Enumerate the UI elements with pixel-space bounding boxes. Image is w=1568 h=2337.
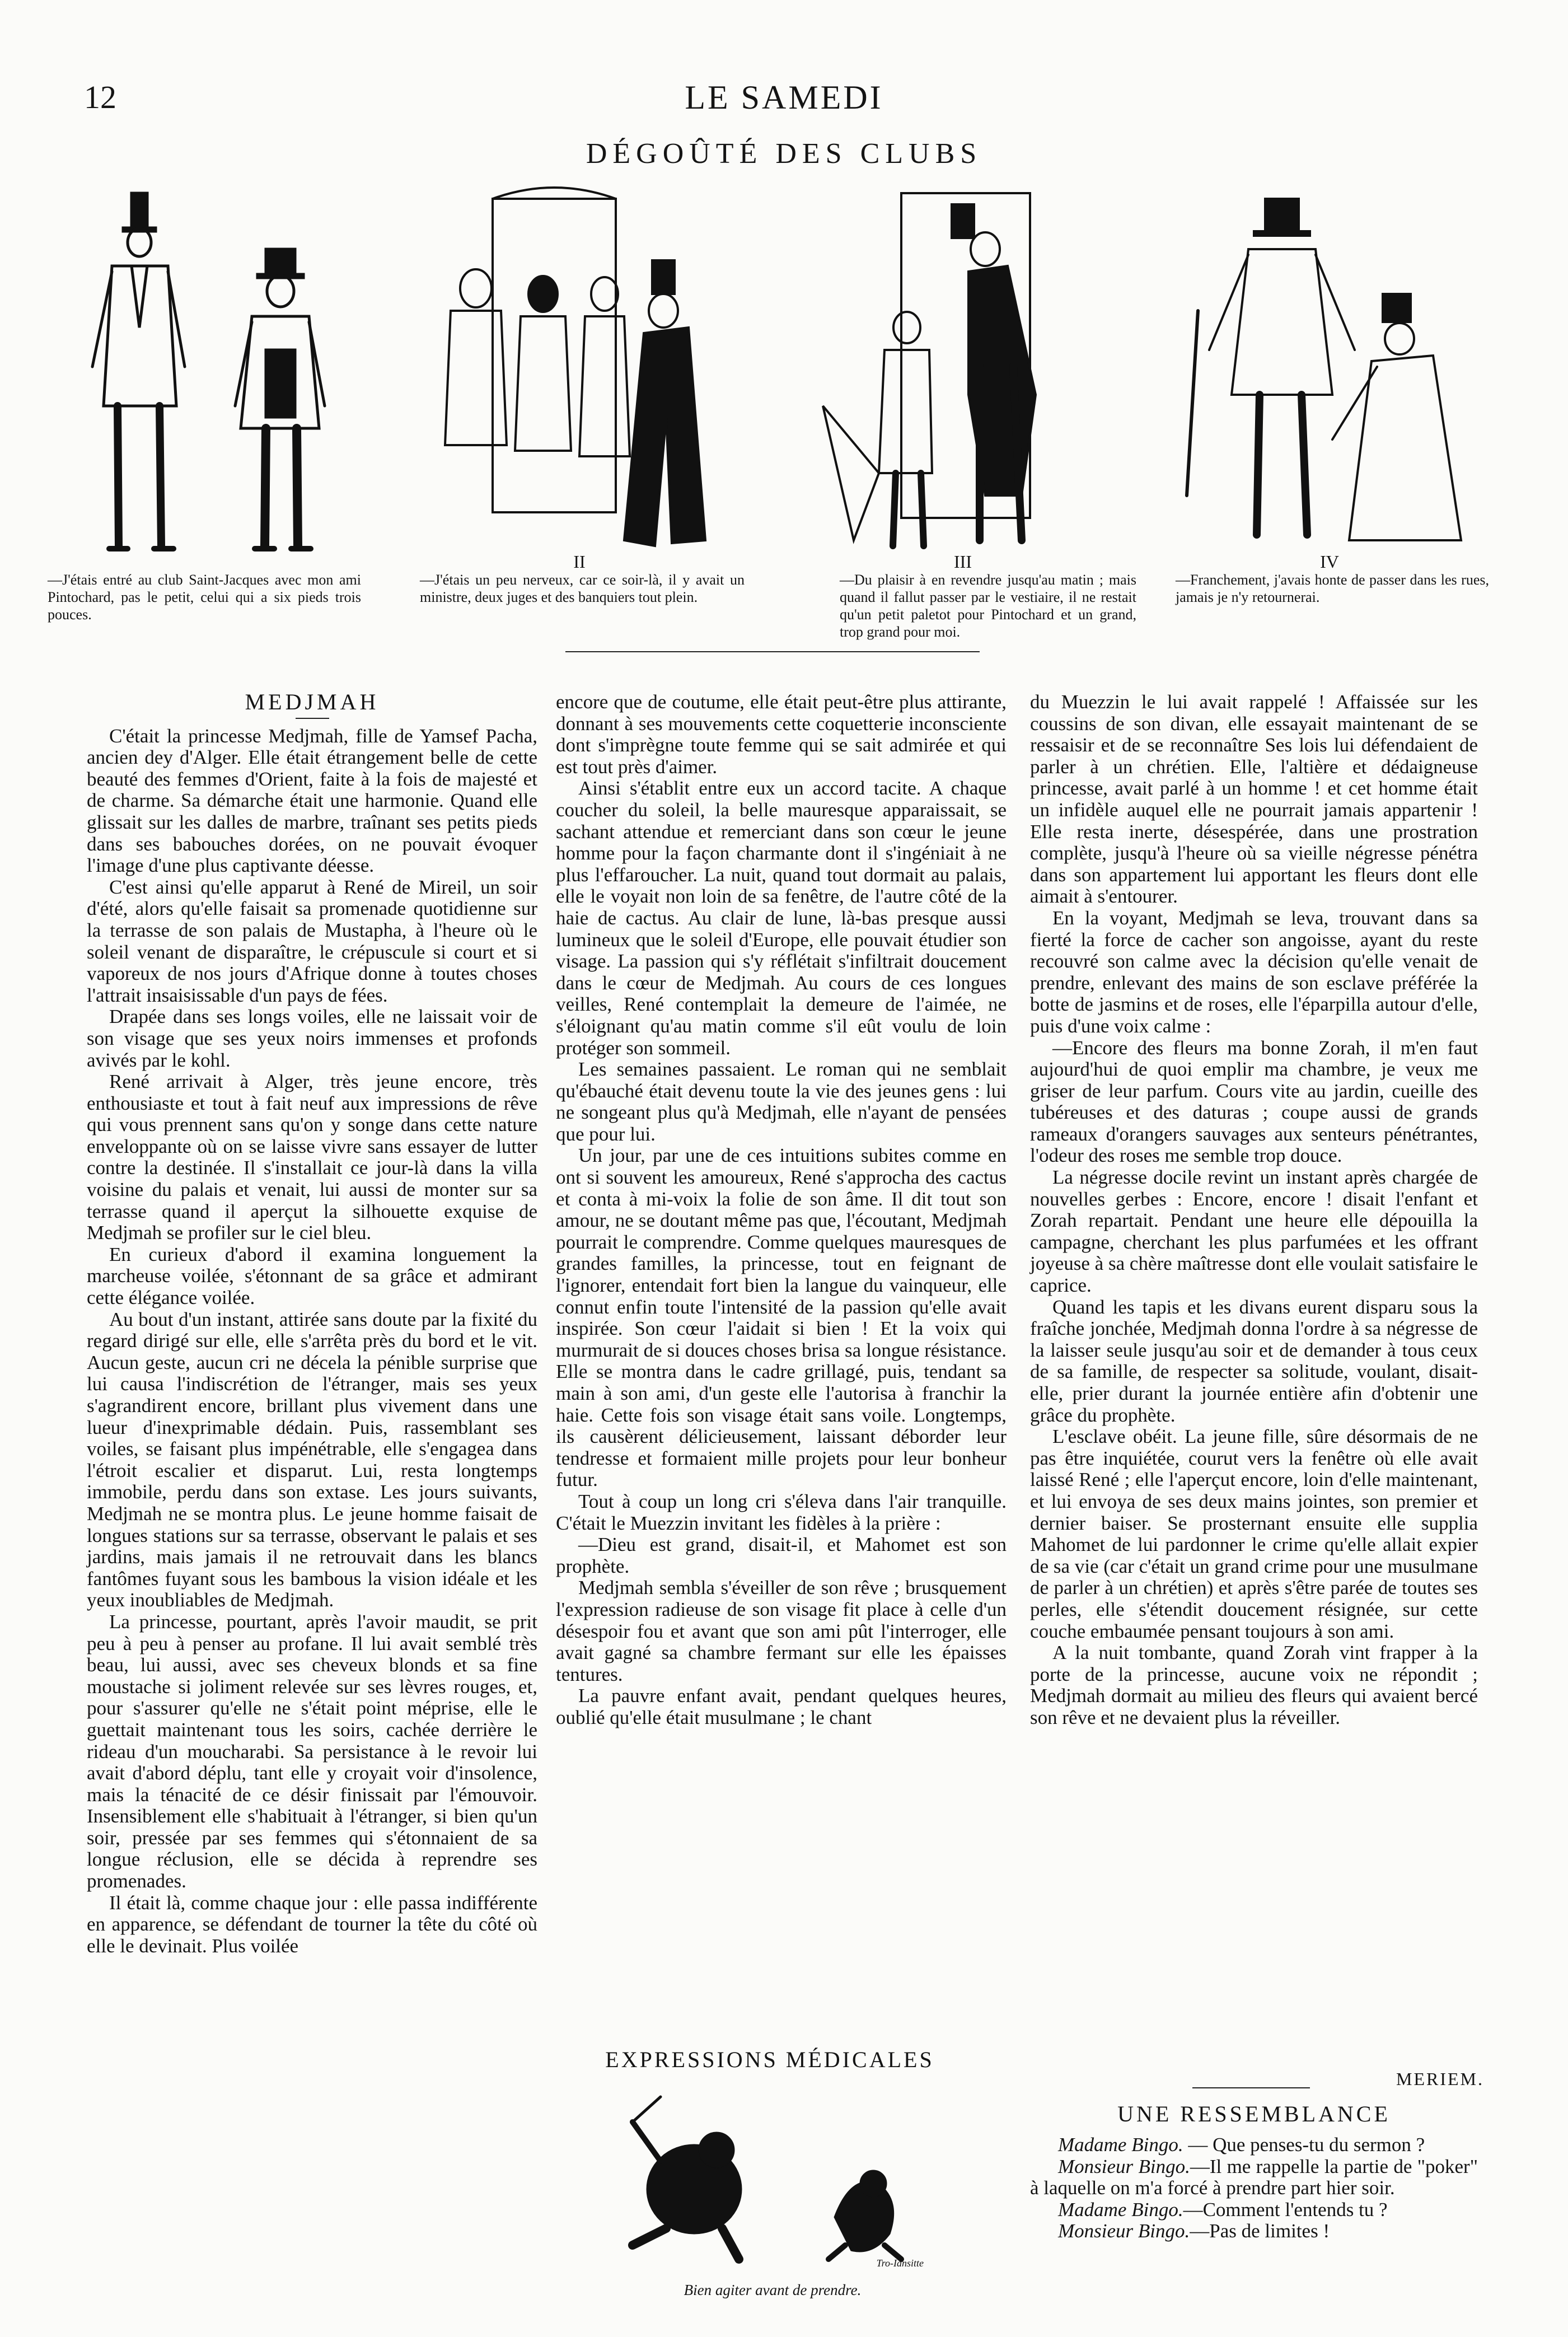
cartoon-2-title: EXPRESSIONS MÉDICALES xyxy=(605,2047,934,2072)
paragraph: C'est ainsi qu'elle apparut à René de Mireil, un soir d'été, alors qu'elle faisait sa promenade quotidienne sur la terrasse de son palais de Mustapha, à l'heure où le soleil venant de disparaître, le crépuscule si court et si vaporeux de nos jours d'Afrique donne à toutes choses l'attrait insaisissable d'un pays de fées. xyxy=(87,876,537,1006)
paragraph: du Muezzin le lui avait rappelé ! Affaissée sur les coussins de son divan, elle essayait maintenant de se ressaisir et de se reconnaître Ses lois lui défendaient de parler à un chrétien. Elle, l'altière et dédaigneuse princesse, avait parlé à un homme ! et cet homme était un infidèle auquel elle ne pourrait jamais appartenir ! Elle resta inerte, désespérée, dans une prostration complète, jusqu'à l'heure où sa vieille négresse pénétra dans son appartement lui apportant les fleurs dont elle aimait à s'entourer. xyxy=(1030,691,1478,908)
article-column-1 xyxy=(87,691,537,1957)
line-text: —Pas de limites ! xyxy=(1190,2220,1330,2242)
paragraph: Tout à coup un long cri s'éleva dans l'air tranquille. C'était le Muezzin invitant les fidèles à la prière : xyxy=(556,1490,1007,1534)
paragraph: Medjmah sembla s'éveiller de son rêve ; brusquement l'expression radieuse de son visage fit place à celle d'un désespoir fou et avant que son ami pût l'interroger, elle avait gagné sa chambre fermant sur elle les épaisses tentures. xyxy=(556,1577,1007,1685)
speaker: Madame Bingo. xyxy=(1058,2134,1183,2156)
paragraph: —Encore des fleurs ma bonne Zorah, il m'en faut aujourd'hui de quoi emplir ma chambre, je veux me griser de leur parfum. Cours vite au jardin, cueille des tubéreuses et des daturas ; coupe aussi de grands rameaux d'orangers sauvages aux senteurs pénétrantes, l'odeur des roses me semble trop douce. xyxy=(1030,1036,1478,1167)
speaker: Monsieur Bingo. xyxy=(1058,2220,1190,2242)
cartoon-2-illustration xyxy=(610,2088,935,2273)
artist-signature: Tro-Iansitte xyxy=(876,2257,924,2269)
line-text: —Il me rappelle la partie de "poker" à laquelle on m'a forcé à prendre part hier soir. xyxy=(1030,2155,1478,2199)
dialogue-line xyxy=(1030,2134,1478,2156)
dialogue-line xyxy=(1030,2221,1478,2242)
speaker: Monsieur Bingo. xyxy=(1058,2155,1190,2177)
paragraph: Ainsi s'établit entre eux un accord tacite. A chaque coucher du soleil, la belle mauresque apparaissait, se sachant attendue et remerciant dans son cœur le jeune homme pour la façon charmante dont il s'ingéniait à ne plus l'effaroucher. La nuit, quand tout dormait au palais, elle le voyait non loin de sa fenêtre, de l'autre côté de la haie de cactus. Au clair de lune, là-bas presque aussi lumineux que le soleil d'Europe, elle pouvait étudier son visage. La passion qui s'y réflétait s'infiltrait doucement dans le cœur de Medjmah. Au cours de ces longues veilles, René contemplait la demeure de l'aimée, ne s'éloignant qu'au matin comme s'il eût voulu de loin protéger son sommeil. xyxy=(556,777,1007,1059)
joke-title: UNE RESSEMBLANCE xyxy=(1117,2101,1391,2126)
author-signature: MERIEM. xyxy=(1396,2069,1484,2089)
paragraph: A la nuit tombante, quand Zorah vint frapper à la porte de la princesse, aucune voix ne répondit ; Medjmah dormait au milieu des fleurs qui avaient bercé son rêve et ne devaient plus la réveiller. xyxy=(1030,1642,1478,1728)
line-text: — Que penses-tu du sermon ? xyxy=(1183,2134,1425,2156)
section-divider-short xyxy=(1192,2087,1310,2088)
dialogue-line xyxy=(1030,2199,1478,2221)
dialogue-line xyxy=(1030,2156,1478,2199)
paragraph: Drapée dans ses longs voiles, elle ne laissait voir de son visage que ses yeux noirs immenses et profonds avivés par le kohl. xyxy=(87,1006,537,1071)
title-rule xyxy=(296,718,329,719)
cartoon-panel-4 xyxy=(1164,182,1495,568)
paragraph: C'était la princesse Medjmah, fille de Yamsef Pacha, ancien dey d'Alger. Elle était étrangement belle de cette beauté des femmes d'Orient, faite à la fois de majesté et de charme. Sa démarche était une harmonie. Quand elle glissait sur les dalles de marbre, traînant ses petits pieds dans ses babouches dorées, on ne pouvait évoquer l'image d'une plus captivante déesse. xyxy=(87,725,537,877)
running-title: LE SAMEDI xyxy=(685,79,883,116)
panel-4-number: IV xyxy=(1320,551,1339,572)
paragraph: —Dieu est grand, disait-il, et Mahomet est son prophète. xyxy=(556,1534,1007,1577)
line-text: —Comment l'entends tu ? xyxy=(1183,2198,1388,2221)
panel-2-illustration xyxy=(409,182,750,568)
paragraph: La princesse, pourtant, après l'avoir maudit, se prit peu à peu à penser au profane. Il lui avait semblé très beau, lui aussi, avec ses cheveux blonds et sa fine moustache si joliment relevée sur ses lèvres rouges, et, pour s'assurer qu'elle ne s'était point méprise, elle le guettait maintenant tous les soirs, cachée derrière le rideau d'un moucharabi. Sa persistance à le revoir lui avait d'abord déplu, tant elle y croyait voir d'insolence, mais la ténacité de ce désir finissait par l'émouvoir. Insensiblement elle s'habituait à l'étranger, si bien qu'un soir, pressée par ses femmes qui s'étonnaient de sa longue réclusion, elle se décida à reprendre ses promenades. xyxy=(87,1610,537,1892)
speaker: Madame Bingo. xyxy=(1058,2198,1183,2221)
panel-1-illustration xyxy=(78,182,375,568)
cartoon-panel-3 xyxy=(801,182,1125,568)
panel-4-caption: —Franchement, j'avais honte de passer dans les rues, jamais je n'y retournerai. xyxy=(1176,572,1489,605)
page-number: 12 xyxy=(84,79,116,115)
cartoon-title: DÉGOÛTÉ DES CLUBS xyxy=(586,138,982,170)
panel-3-caption: —Du plaisir à en revendre jusqu'au matin ; mais quand il fallut passer par le vestiaire, il ne restait qu'un petit paletot pour Pintochard et un grand, trop grand pour moi. xyxy=(840,572,1136,640)
paragraph: Au bout d'un instant, attirée sans doute par la fixité du regard dirigé sur elle, elle s'arrêta près du bord et le vit. Aucun geste, aucun cri ne décela la pénible surprise que lui causa l'indiscrétion de l'étranger, mais ses yeux s'agrandirent encore, brillant plus vivement dans une lueur d'inexprimable dédain. Puis, rassemblant ses voiles, se faisant plus impénétrable, elle s'engagea dans l'étroit escalier et disparut. Lui, resta longtemps immobile, perdu dans son extase. Les jours suivants, Medjmah ne se montra plus. Le jeune homme faisait de longues stations sur sa terrasse, observant le palais et ses jardins, mais jamais il ne retrouvait dans les blancs fantômes fuyant sous les bambous la vision idéale et les yeux inoubliables de Medjmah. xyxy=(87,1308,537,1611)
article-column-2 xyxy=(556,691,1007,1729)
paragraph: René arrivait à Alger, très jeune encore, très enthousiaste et tout à fait neuf aux impressions de rêve qui vous prennent sans qu'on y songe dans cette nature enveloppante où on se laisse vivre sans essayer de lutter contre la destinée. Il s'installait ce jour-là dans la villa voisine du palais et venait, lui aussi de monter sur sa terrasse quand il aperçut la silhouette exquise de Medjmah se profiler sur le ciel bleu. xyxy=(87,1071,537,1244)
paragraph: L'esclave obéit. La jeune fille, sûre désormais de ne pas être inquiétée, courut vers la fenêtre où elle avait laissé René ; elle l'aperçut encore, loin d'elle maintenant, et lui envoya de ses deux mains jointes, son premier et dernier baiser. Se prosternant ensuite elle supplia Mahomet de lui pardonner le crime qu'elle allait expier de sa vie (car c'était un grand crime pour une musulmane de parler à un chrétien) et après s'être parée de toutes ses perles, elle s'étendit doucement résignée, sur cette couche embaumée pensant toujours à son ami. xyxy=(1030,1425,1478,1642)
article-column-3 xyxy=(1030,691,1478,1729)
panel-1-caption: —J'étais entré au club Saint-Jacques avec mon ami Pintochard, pas le petit, celui qui a six pieds trois pouces. xyxy=(48,572,361,623)
paragraph: Il était là, comme chaque jour : elle passa indifférente en apparence, se défendant de tourner la tête du côté où elle le devinait. Plus voilée xyxy=(87,1891,537,1957)
paragraph: En curieux d'abord il examina longuement la marcheuse voilée, s'étonnant de sa grâce et admirant cette élégance voilée. xyxy=(87,1243,537,1309)
paragraph: Un jour, par une de ces intuitions subites comme en ont si souvent les amoureux, René s'approcha des cactus et conta à mi-voix la folie de son âme. Il dit tout son amour, ne se doutant même pas que, l'écoutant, Medjmah pourrait le comprendre. Comme quelques mauresques de grandes familles, la princesse, tout en feignant de l'ignorer, entendait fort bien la langue du vainqueur, elle connut enfin toute l'intensité de la passion qu'elle avait inspirée. Son cœur l'aidait si bien ! Et la voix qui murmurait de si douces choses brisa sa longue résistance. Elle se montra dans le cadre grillagé, puis, tendant sa main à son ami, d'un geste elle l'autorisa à franchir la haie. Cette fois son visage était sans voile. Longtemps, ils causèrent délicieusement, laissant déborder leur tendresse et formaient mille projets pour leur bonheur futur. xyxy=(556,1144,1007,1491)
paragraph: encore que de coutume, elle était peut-être plus attirante, donnant à ses mouvements cette coquetterie inconsciente dont s'imprègne toute femme qui se sait admirée et qui est tout près d'aimer. xyxy=(556,691,1007,778)
paragraph: Quand les tapis et les divans eurent disparu sous la fraîche jonchée, Medjmah donna l'ordre à sa négresse de la laisser seule jusqu'au soir et de demander à tous ceux de sa famille, de respecter sa solitude, voulant, disait-elle, prier durant la journée entière afin d'obtenir une grâce du prophète. xyxy=(1030,1296,1478,1426)
paragraph: La négresse docile revint un instant après chargée de nouvelles gerbes : Encore, encore ! disait l'enfant et Zorah repartait. Pendant une heure elle dépouilla la campagne, cherchant les plus parfumées et les offrant joyeuse à sa chère maîtresse dont elle voulait satisfaire le caprice. xyxy=(1030,1166,1478,1297)
paragraph: La pauvre enfant avait, pendant quelques heures, oublié qu'elle était musulmane ; le chant xyxy=(556,1685,1007,1728)
cartoon-panel-2 xyxy=(409,182,750,568)
joke-body xyxy=(1030,2134,1478,2242)
article-title: MEDJMAH xyxy=(245,689,380,714)
section-divider xyxy=(565,651,980,652)
panel-2-caption: —J'étais un peu nerveux, car ce soir-là, il y avait un ministre, deux juges et des banquiers tout plein. xyxy=(420,572,745,605)
panel-4-illustration xyxy=(1164,182,1495,568)
panel-3-number: III xyxy=(954,551,972,572)
cartoon-panel-1 xyxy=(78,182,375,568)
panel-2-number: II xyxy=(573,551,586,572)
paragraph: En la voyant, Medjmah se leva, trouvant dans sa fierté la force de cacher son angoisse, ayant du reste recouvré son calme avec la décision qu'elle venait de prendre, enlevant des mains de son esclave préférée la botte de jasmins et de roses, elle l'éparpilla autour d'elle, puis d'une voix calme : xyxy=(1030,906,1478,1037)
cartoon-2-caption: Bien agiter avant de prendre. xyxy=(684,2282,862,2298)
paragraph: Les semaines passaient. Le roman qui ne semblait qu'ébauché était devenu toute la vie des jeunes gens : lui ne songeant plus qu'à Medjmah, elle n'ayant de pensées que pour lui. xyxy=(556,1058,1007,1145)
panel-3-illustration xyxy=(801,182,1125,568)
